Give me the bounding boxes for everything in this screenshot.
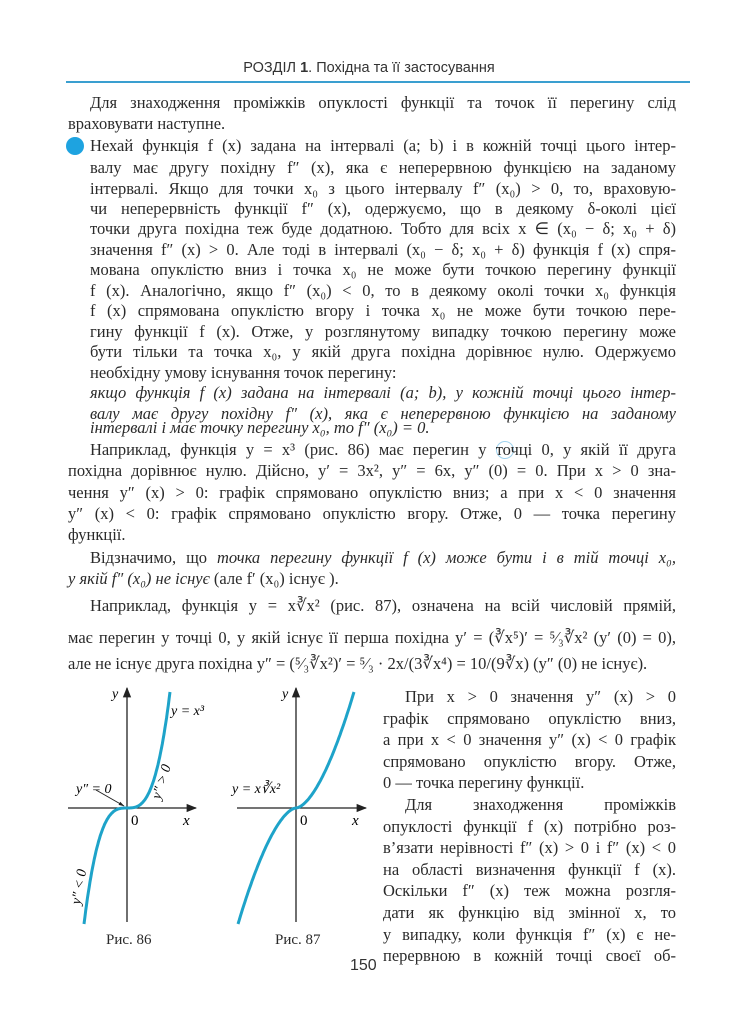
text-segment: значення f″ (x) > 0. Але тоді в інтервалі (x₀ − δ; x₀ + δ) функція f (x) спря- bbox=[90, 240, 676, 259]
page-number: 150 bbox=[350, 957, 377, 974]
side-text-line: графік спрямовано опуклістю вниз, bbox=[383, 708, 676, 728]
chapter-number: 1 bbox=[300, 60, 309, 76]
text-segment: має перегин у точці 0, у якій існує її перша похідна y′ = (∛x⁵)′ = ⁵⁄₃∛x² (y′ (0) = 0), bbox=[68, 628, 676, 647]
side-text-line: опуклості функції f (x) потрібно роз- bbox=[383, 816, 676, 836]
side-text-line: перервною в кожній точці своєї об- bbox=[383, 946, 676, 966]
text-segment: інтервалі і має точку перегину x₀, то f″ (x₀) = 0. bbox=[90, 418, 430, 437]
side-text-line: При x > 0 значення y″ (x) > 0 bbox=[405, 687, 676, 706]
origin-label: 0 bbox=[300, 813, 308, 829]
convex-down-label: y″ > 0 bbox=[149, 762, 175, 802]
origin-label: 0 bbox=[131, 813, 139, 829]
figure-86-caption: Рис. 86 bbox=[106, 932, 152, 948]
text-segment: функції. bbox=[68, 525, 126, 544]
side-text-line: Для знаходження проміжків bbox=[405, 795, 676, 814]
text-segment: точки друга похідна теж буде додатною. Тобто для всіх x ∈ (x₀ − δ; x₀ + δ) bbox=[90, 219, 676, 238]
text-segment: Відзначимо, що bbox=[90, 548, 217, 567]
chapter-prefix: РОЗДІЛ bbox=[243, 60, 301, 76]
side-text-line: а при x < 0 значення y″ (x) < 0 графік bbox=[383, 730, 676, 750]
text-segment: f (x) спрямована опуклістю вгору і точка x₀ не може бути точкою пере- bbox=[90, 301, 676, 320]
curve-label: y = x³ bbox=[171, 704, 205, 719]
text-segment: мована опуклістю вниз і точка x₀ не може бути точкою перегину функції bbox=[90, 260, 676, 279]
curve-label: y = x∛x² bbox=[232, 782, 281, 797]
text-segment: гину функції f (x). Отже, у розглянутому випадку точкою перегину може bbox=[90, 322, 676, 341]
text-segment: у якій f″ (x₀) не існує bbox=[68, 569, 210, 588]
text-segment: бути тільки та точка x₀, у якій друга похідна дорівнює нулю. Одержуємо bbox=[90, 342, 676, 361]
text-segment: : bbox=[391, 363, 397, 382]
side-text-line: Оскільки f″ (x) теж можна розгля- bbox=[383, 881, 676, 901]
text-segment: чення y″ (x) > 0: графік спрямовано опуклістю вниз; а при x < 0 значення bbox=[68, 483, 676, 502]
text-segment: Наприклад, функція y = x∛x² (рис. 87), означена на всій числовій прямій, bbox=[90, 596, 676, 615]
text-segment: f (x). Аналогічно, якщо f″ (x₀) < 0, то в деякому околі точки x₀ функція bbox=[90, 281, 676, 300]
side-text-line: у випадку, коли функція f″ (x) є не- bbox=[383, 924, 676, 944]
text-segment: валу має другу похідну f″ (x), яка є неперервною функцією на заданому bbox=[90, 158, 676, 177]
text-segment: Для знаходження проміжків опуклості функції та точок її перегину слід bbox=[90, 93, 676, 112]
side-text-line: спрямовано опуклістю вгору. Отже, bbox=[383, 751, 676, 771]
inflection-label: y″ = 0 bbox=[76, 782, 112, 797]
text-segment: Нехай функція f (x) задана на інтервалі (a; b) і в кожній точці цього інтер- bbox=[90, 136, 676, 155]
text-segment: але не існує друга похідна y″ = (⁵⁄₃∛x²)′ = ⁵⁄₃ · 2x/(3∛x⁴) = 10/(9∛x) (y″ (0) не існує). bbox=[68, 654, 648, 673]
side-text-line: дати як функцію від змінної x, то bbox=[383, 903, 676, 922]
y-axis-label: y bbox=[112, 687, 119, 702]
side-text-line: на області визначення функції f (x). bbox=[383, 859, 676, 879]
text-segment: точка перегину функції f (x) може бути і в тій точці x₀, bbox=[216, 548, 676, 567]
text-segment: необхідну умову існування точок перегину bbox=[90, 363, 392, 382]
text-segment: валу має другу похідну f″ (x), яка є неперервною функцією на заданому bbox=[90, 404, 676, 423]
y-axis-label: y bbox=[282, 687, 289, 702]
text-segment: (але f′ (x₀) існує ). bbox=[209, 569, 339, 588]
text-segment: похідна дорівнює нулю. Дійсно, y′ = 3x², y″ = 6x, y″ (0) = 0. При x > 0 зна- bbox=[68, 461, 676, 480]
side-text-line: 0 — точка перегину функції. bbox=[383, 773, 585, 793]
text-segment: чи неперервність функції f″ (x), одержуємо, що в деякому δ-околі цієї bbox=[90, 199, 676, 218]
text-segment: Наприклад, функція y = x³ (рис. 86) має перегин у точці 0, у якій її друга bbox=[90, 440, 676, 459]
chapter-title: . Похідна та її застосування bbox=[308, 60, 495, 76]
text-segment: враховувати наступне. bbox=[68, 114, 226, 133]
convex-up-label: y″ < 0 bbox=[69, 868, 91, 906]
x-axis-label: x bbox=[183, 813, 190, 829]
text-segment: y″ (x) < 0: графік спрямовано опуклістю вгору. Отже, 0 — точка перегину bbox=[68, 504, 676, 523]
figure-87 bbox=[230, 687, 366, 924]
figure-87-caption: Рис. 87 bbox=[275, 932, 321, 948]
figure-86 bbox=[68, 687, 205, 924]
side-text-line: в’язати нерівності f″ (x) > 0 і f″ (x) < 0 bbox=[383, 838, 676, 858]
text-segment: якщо функція f (x) задана на інтервалі (a; b), у кожній точці цього інтер- bbox=[90, 383, 676, 402]
text-segment: інтервалі. Якщо для точки x₀ з цього інтервалу f″ (x₀) > 0, то, враховую- bbox=[90, 179, 676, 198]
x-axis-label: x bbox=[352, 813, 359, 829]
